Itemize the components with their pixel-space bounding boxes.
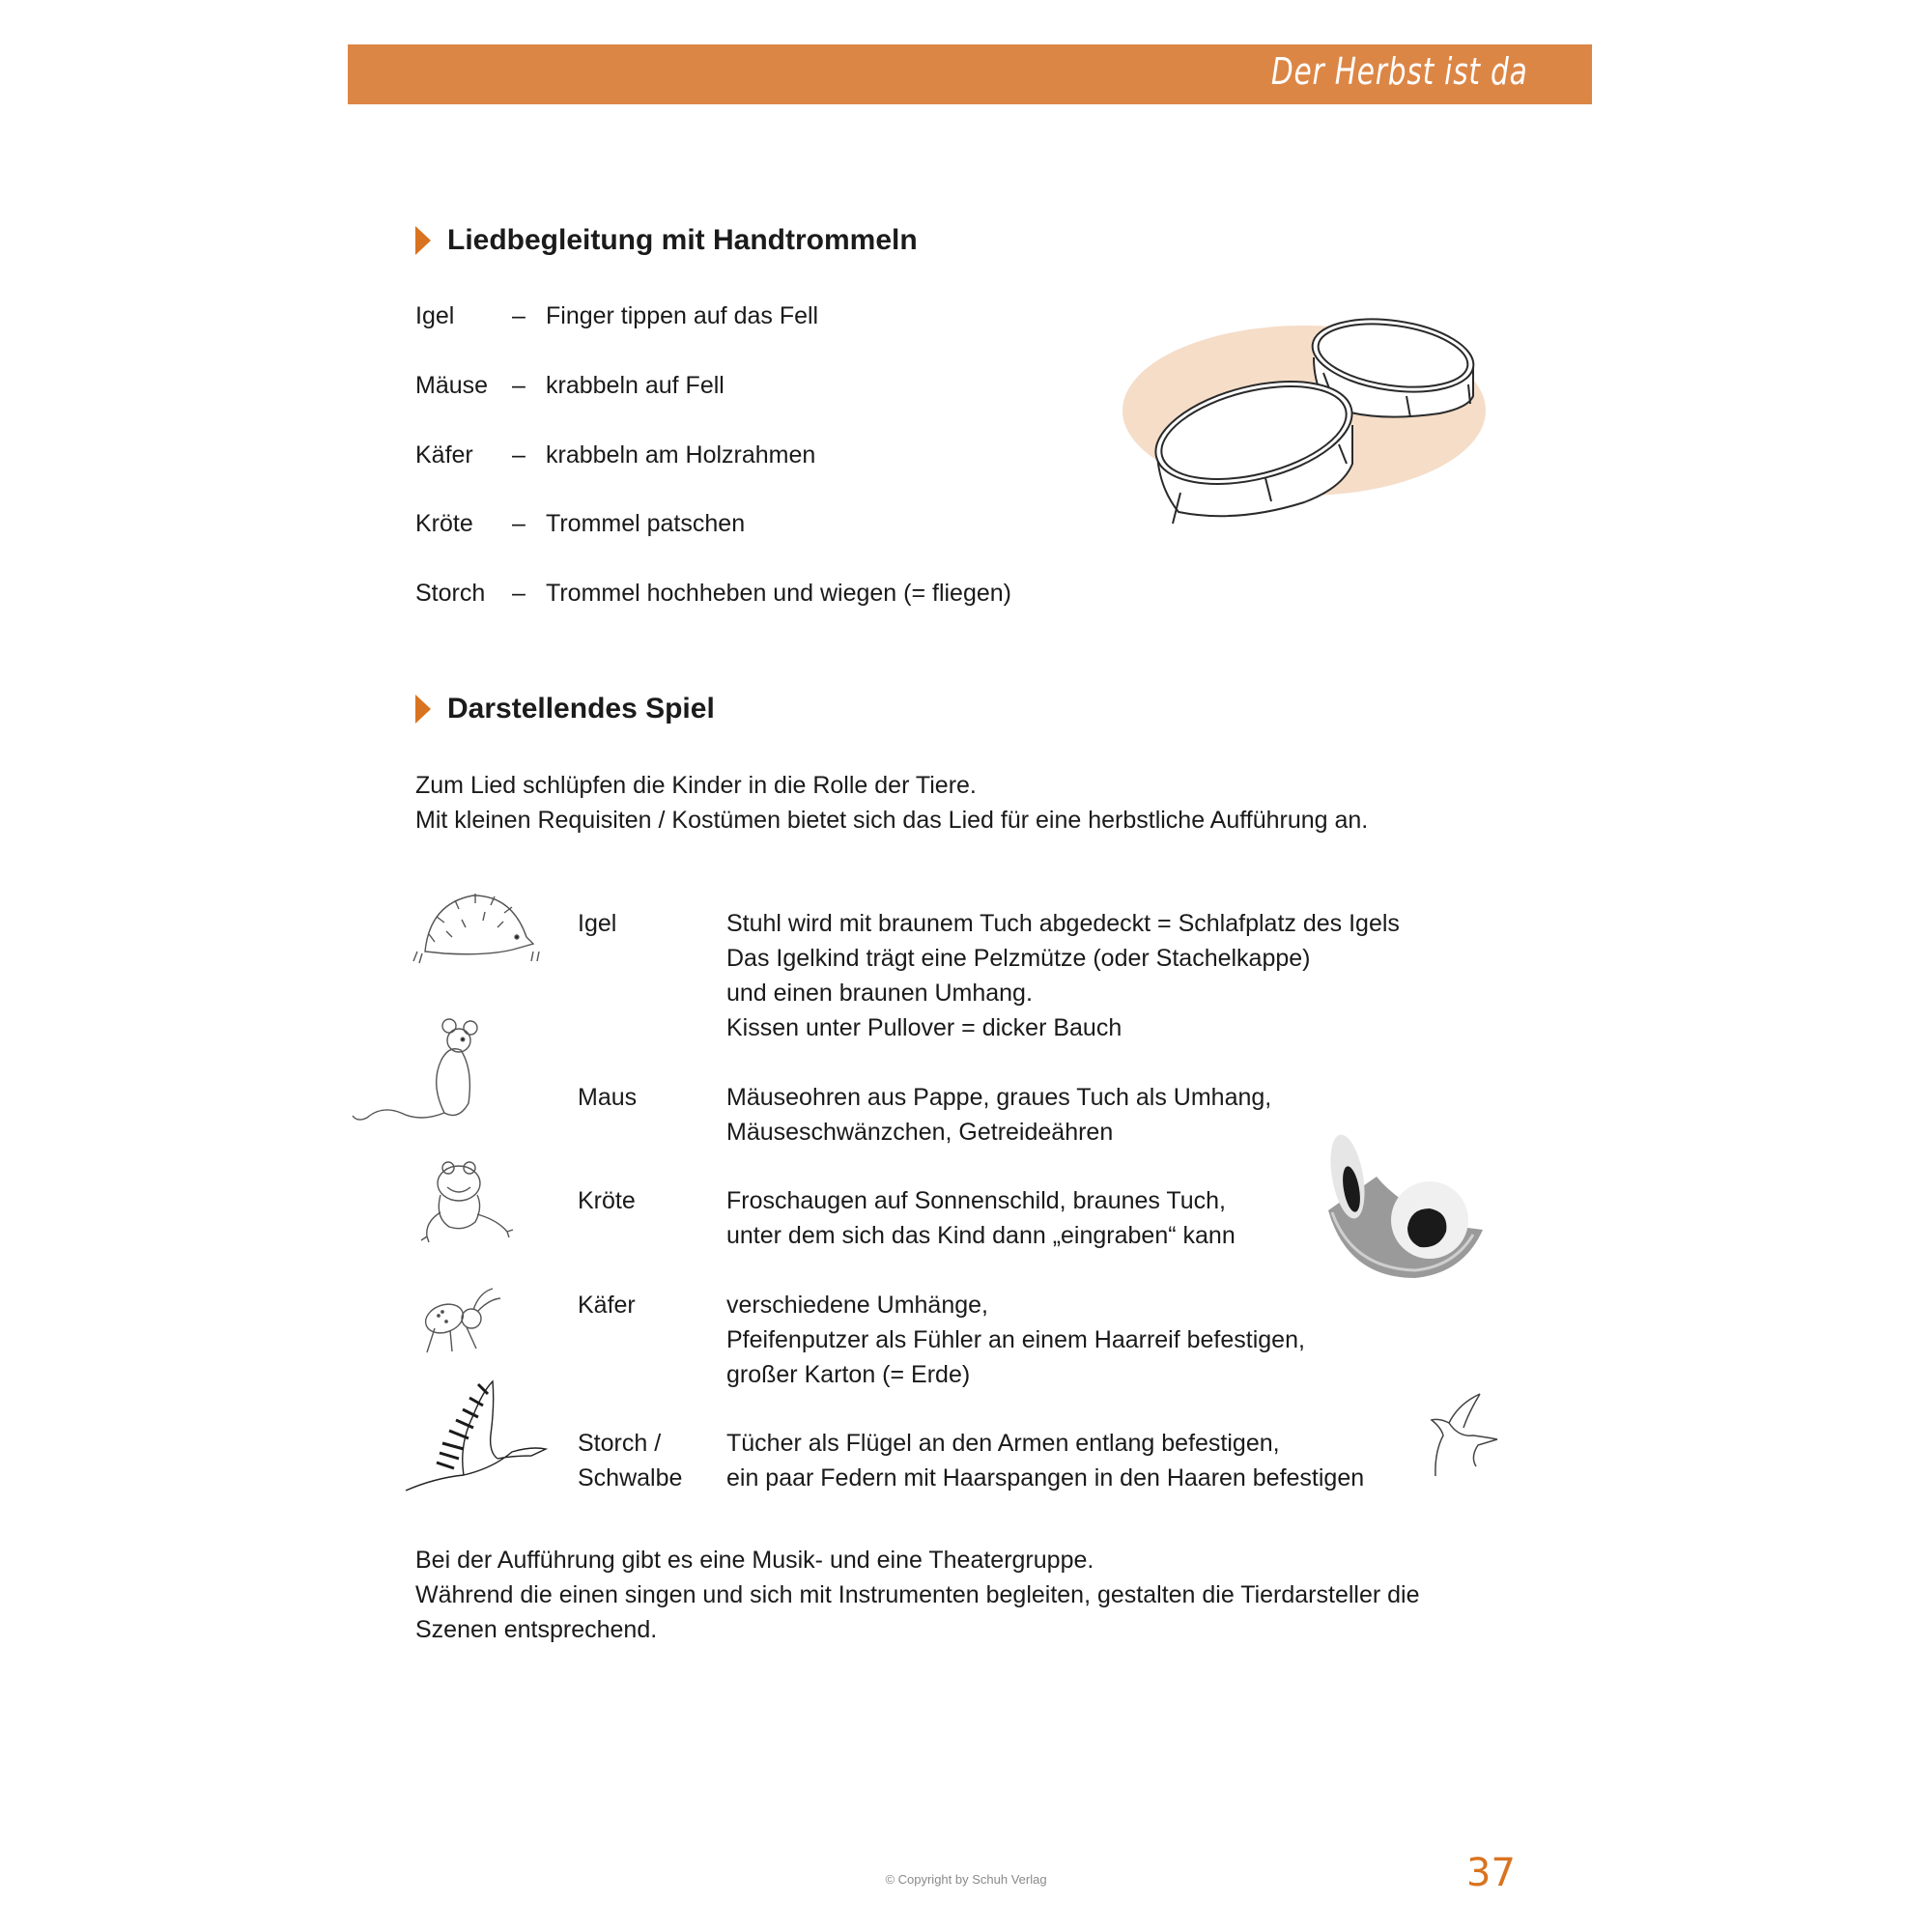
dash: – bbox=[512, 372, 526, 399]
action-text: Trommel patschen bbox=[546, 510, 746, 537]
role-label bbox=[578, 1426, 682, 1495]
frog-eye-visor-image bbox=[1319, 1123, 1488, 1288]
section-heading-text: Darstellendes Spiel bbox=[447, 693, 715, 724]
mouse-icon bbox=[353, 1016, 517, 1127]
role-name: Kröte bbox=[578, 1187, 636, 1214]
description-line: und einen braunen Umhang. bbox=[726, 980, 1033, 1007]
role-label bbox=[578, 1183, 636, 1218]
role-name: Käfer bbox=[578, 1292, 636, 1319]
outro-line: Bei der Aufführung gibt es eine Musik- und eine Theatergruppe. bbox=[415, 1547, 1094, 1574]
role-description bbox=[726, 906, 1400, 1045]
hedgehog-icon bbox=[406, 884, 546, 971]
description-line: ein paar Federn mit Haarspangen in den Haaren befestigen bbox=[726, 1464, 1365, 1492]
description-line: Stuhl wird mit braunem Tuch abgedeckt = Schlafplatz des Igels bbox=[726, 910, 1400, 937]
description-line: Kissen unter Pullover = dicker Bauch bbox=[726, 1014, 1122, 1041]
heading-arrow-icon bbox=[415, 226, 431, 255]
action-text: krabbeln auf Fell bbox=[546, 372, 724, 399]
description-line: unter dem sich das Kind dann „eingraben“ kann bbox=[726, 1222, 1236, 1249]
chapter-title: Der Herbst ist da bbox=[1271, 50, 1528, 93]
description-line: Froschaugen auf Sonnenschild, braunes Tuch, bbox=[726, 1187, 1227, 1214]
role-label bbox=[578, 1080, 637, 1115]
description-line: verschiedene Umhänge, bbox=[726, 1292, 988, 1319]
section-heading-play bbox=[415, 693, 715, 725]
role-name: Maus bbox=[578, 1084, 638, 1111]
stork-icon bbox=[396, 1377, 551, 1502]
intro-line: Zum Lied schlüpfen die Kinder in die Rolle der Tiere. bbox=[415, 772, 977, 799]
copyright-notice: © Copyright by Schuh Verlag bbox=[885, 1872, 1047, 1887]
description-line: Tücher als Flügel an den Armen entlang befestigen, bbox=[726, 1430, 1280, 1457]
role-description bbox=[726, 1183, 1236, 1253]
beetle-icon bbox=[413, 1285, 510, 1357]
action-text: krabbeln am Holzrahmen bbox=[546, 441, 816, 469]
action-text: Finger tippen auf das Fell bbox=[546, 302, 819, 329]
action-text: Trommel hochheben und wiegen (= fliegen) bbox=[546, 580, 1011, 607]
role-description bbox=[726, 1080, 1271, 1150]
role-name: Igel bbox=[578, 910, 617, 937]
animal-name: Storch bbox=[415, 580, 486, 607]
description-line: Pfeifenputzer als Fühler an einem Haarreif befestigen, bbox=[726, 1326, 1305, 1353]
animal-name: Käfer bbox=[415, 441, 473, 469]
chapter-header-bar bbox=[348, 44, 1592, 104]
animal-name: Kröte bbox=[415, 510, 473, 537]
intro-line: Mit kleinen Requisiten / Kostümen bietet sich das Lied für eine herbstliche Aufführung an. bbox=[415, 807, 1369, 834]
toad-icon bbox=[415, 1154, 522, 1246]
swallow-icon bbox=[1420, 1389, 1507, 1481]
intro-paragraph bbox=[415, 768, 1368, 838]
outro-paragraph bbox=[415, 1543, 1420, 1647]
role-name: Storch / bbox=[578, 1430, 662, 1457]
page-number: 37 bbox=[1466, 1851, 1516, 1895]
outro-line: Während die einen singen und sich mit Instrumenten begleiten, gestalten die Tierdarsteller die bbox=[415, 1581, 1420, 1608]
role-label bbox=[578, 1288, 636, 1322]
description-line: großer Karton (= Erde) bbox=[726, 1361, 971, 1388]
section-heading-drums bbox=[415, 224, 918, 257]
dash: – bbox=[512, 302, 526, 329]
description-line: Mäuseohren aus Pappe, graues Tuch als Umhang, bbox=[726, 1084, 1272, 1111]
hand-drums-illustration bbox=[1121, 309, 1488, 531]
role-name: Schwalbe bbox=[578, 1464, 683, 1492]
role-description bbox=[726, 1288, 1305, 1392]
description-line: Das Igelkind trägt eine Pelzmütze (oder Stachelkappe) bbox=[726, 945, 1311, 972]
dash: – bbox=[512, 441, 526, 469]
heading-arrow-icon bbox=[415, 695, 431, 724]
animal-name: Mäuse bbox=[415, 372, 489, 399]
dash: – bbox=[512, 510, 526, 537]
outro-line: Szenen entsprechend. bbox=[415, 1616, 658, 1643]
section-heading-text: Liedbegleitung mit Handtrommeln bbox=[447, 224, 918, 256]
role-label bbox=[578, 906, 616, 941]
animal-name: Igel bbox=[415, 302, 455, 329]
dash: – bbox=[512, 580, 526, 607]
role-description bbox=[726, 1426, 1364, 1495]
description-line: Mäuseschwänzchen, Getreideähren bbox=[726, 1119, 1114, 1146]
